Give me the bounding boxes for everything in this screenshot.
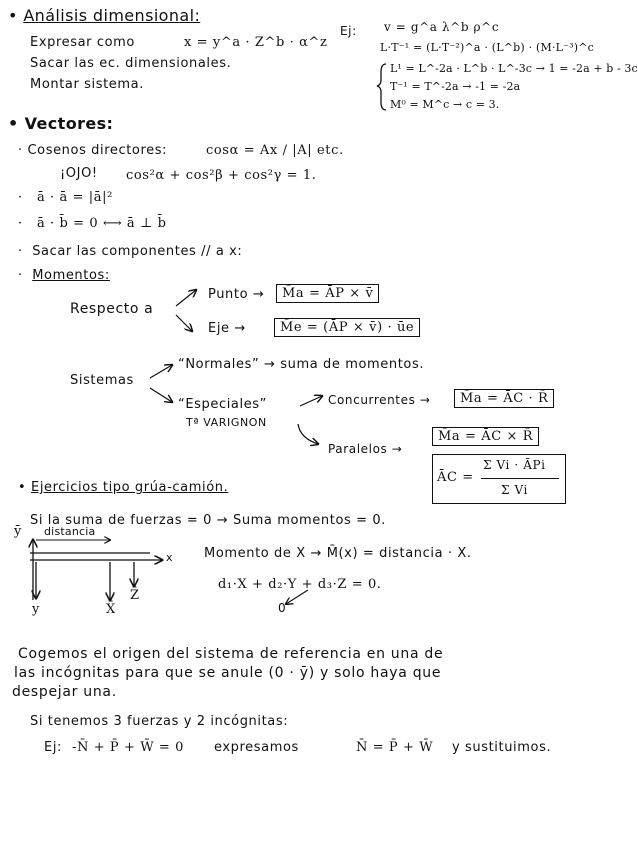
vectores-heading: • Vectores: [8,114,114,133]
respecto-punto-arrow [176,290,196,306]
punto-label: Punto → [208,287,265,302]
zero-arrow [286,590,308,604]
diagram-x-axis-label: x [166,551,174,564]
montar-sistema-text: Montar sistema. [30,77,144,92]
dot-zero-line: · ā · b̄ = 0 ⟷ ā ⊥ b̄ [18,216,167,231]
sistemas-especiales-arrow [150,388,172,402]
fuerzas-line: Si tenemos 3 fuerzas y 2 incógnitas: [30,714,289,729]
system-eq3: M⁰ = M^c → c = 3. [390,98,500,111]
sacar-ec-text: Sacar las ec. dimensionales. [30,56,232,71]
suma-fuerzas-line: Si la suma de fuerzas = 0 → Suma momentos = 0. [30,513,386,528]
example-eq-final: -N̄ + P̄ + W̄ = 0 [72,740,185,755]
sum-moments-line: d₁·X + d₂·Y + d₃·Z = 0. [218,577,382,592]
ac-lhs: ĀC = [437,470,474,485]
paralelos-formula-box: M̄a = ĀC × R̄ [432,427,539,446]
sustituimos-text: y sustituimos. [452,740,552,755]
momentos-title: Momentos: [32,268,110,283]
expresamos-text: expresamos [214,740,299,755]
especiales-concurrentes-arrow [300,396,322,406]
especiales-paralelos-arrow [298,424,318,444]
punto-formula-box: M̄a = ĀP × v̄ [276,284,379,303]
sistemas-normales-arrow [150,365,172,378]
especiales-text: “Especiales” [178,397,268,412]
cosenos-line: · Cosenos directores: [18,143,168,158]
dot-self-formula: ā · ā = |ā|² [36,190,113,205]
ejercicios-title: Ejercicios tipo grúa-camión. [31,480,229,495]
expresar-formula: x = y^a · Z^b · α^z [184,35,328,50]
system-eq1: L¹ = L^-2a · L^b · L^-3c → 1 = -2a + b - 3c [390,62,638,75]
example-label-2: Ej: [44,740,63,755]
example-eq1: v = g^a λ^b ρ^c [384,20,500,34]
diagram-y-label: y [32,602,40,617]
components-text: Sacar las componentes // a x: [32,244,243,259]
zero-label: 0 [278,601,287,615]
para-line-3: despejar una. [12,684,117,700]
concurrentes-label: Concurrentes → [328,393,431,407]
expresar-text: Expresar como [30,35,135,50]
normales-text: “Normales” → suma de momentos. [178,357,425,372]
dot-self-line: · ā · ā = |ā|² [18,190,113,205]
result-formula: N̄ = P̄ + W̄ [356,740,434,755]
eje-label: Eje → [208,321,246,336]
example-eq2: L·T⁻¹ = (L·T⁻²)^a · (L^b) · (M·L⁻³)^c [380,41,595,54]
ojo-label: ¡OJO! [60,166,98,181]
ejercicios-heading: • Ejercicios tipo grúa-camión. [18,480,229,495]
analisis-heading: • Análisis dimensional: [8,6,201,25]
dot-zero-formula: ā · b̄ = 0 ⟷ ā ⊥ b̄ [36,216,167,231]
ojo-formula: cos²α + cos²β + cos²γ = 1. [126,168,317,183]
respecto-eje-arrow [176,315,192,331]
momento-line: Momento de X → M̄(x) = distancia · X. [204,546,472,561]
diagram-zbar-label: Z̄ [130,588,140,603]
diagram-distancia-label: distancia [44,525,96,538]
system-brace [377,64,386,110]
momentos-line: · Momentos: [18,268,110,283]
paralelos-label: Paralelos → [328,442,403,456]
example-label-1: Ej: [340,24,357,38]
diagram-xbar-label: X̄ [106,602,116,617]
components-line: · Sacar las componentes // a x: [18,244,243,259]
cosenos-formula: cosα = Ax / |A| etc. [206,143,344,158]
sistemas-text: Sistemas [70,373,134,388]
diagram-y-top-label: ȳ [14,524,22,539]
ac-denominator: Σ Vi [501,483,528,497]
concurrentes-formula-box: M̄a = ĀC · R̄ [454,389,554,408]
analisis-title: Análisis dimensional: [23,6,201,25]
system-eq2: T⁻¹ = T^-2a → -1 = -2a [390,80,521,93]
para-line-1: Cogemos el origen del sistema de referencia en una de [18,646,444,662]
eje-formula-box: M̄e = (ĀP × v̄) · ūe [274,318,420,337]
para-line-2: las incógnitas para que se anule (0 · ȳ) y solo haya que [14,665,442,681]
ac-numerator: Σ Vi · ĀPi [483,458,546,472]
respecto-text: Respecto a [70,301,154,317]
varignon-text: Tª VARIGNON [186,416,267,429]
vectores-title: Vectores: [24,114,114,133]
cosenos-text: Cosenos directores: [27,143,168,158]
